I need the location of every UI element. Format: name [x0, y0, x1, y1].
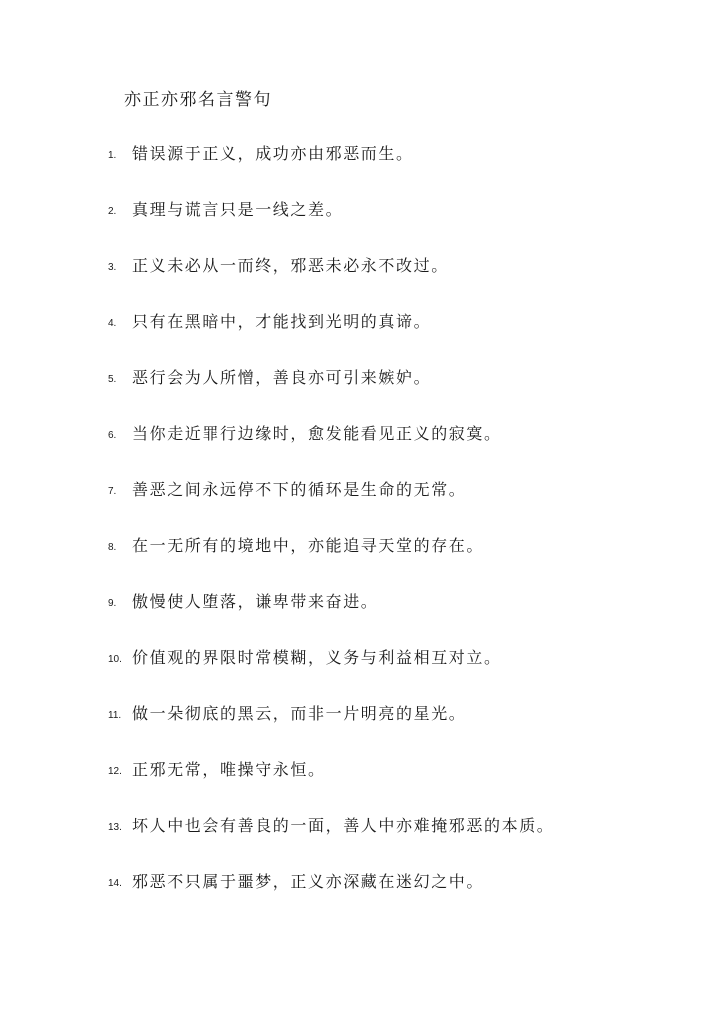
list-item-number: 6.: [108, 430, 117, 441]
list-item-number: 9.: [108, 598, 117, 609]
list-item: [0, 646, 720, 702]
list-item-number: 12.: [108, 766, 122, 777]
list-item-number: 4.: [108, 318, 117, 329]
list-item: [0, 422, 720, 478]
list-item-text: 恶行会为人所憎，善良亦可引来嫉妒。: [132, 368, 432, 387]
list-item: [0, 198, 720, 254]
list-item-text: 傲慢使人堕落，谦卑带来奋进。: [132, 592, 379, 611]
document-title: 亦正亦邪名言警句: [124, 90, 272, 110]
list-item-text: 善恶之间永远停不下的循环是生命的无常。: [132, 480, 467, 499]
list-item: [0, 478, 720, 534]
list-item: [0, 310, 720, 366]
list-item-text: 做一朵彻底的黑云，而非一片明亮的星光。: [132, 704, 467, 723]
list-item-text: 邪恶不只属于噩梦，正义亦深藏在迷幻之中。: [132, 872, 485, 891]
list-item-text: 价值观的界限时常模糊，义务与利益相互对立。: [132, 648, 502, 667]
list-item-text: 只有在黑暗中，才能找到光明的真谛。: [132, 312, 432, 331]
list-item: [0, 254, 720, 310]
list-item: [0, 814, 720, 870]
quote-list: [0, 142, 720, 926]
list-item-number: 8.: [108, 542, 117, 553]
list-item: [0, 702, 720, 758]
list-item-number: 7.: [108, 486, 117, 497]
list-item-number: 10.: [108, 654, 122, 665]
list-item: [0, 142, 720, 198]
list-item: [0, 534, 720, 590]
list-item: [0, 366, 720, 422]
list-item: [0, 590, 720, 646]
list-item-text: 正邪无常，唯操守永恒。: [132, 760, 326, 779]
list-item: [0, 870, 720, 926]
list-item: [0, 758, 720, 814]
list-item-number: 14.: [108, 878, 122, 889]
list-item-number: 5.: [108, 374, 117, 385]
list-item-number: 13.: [108, 822, 122, 833]
list-item-text: 正义未必从一而终，邪恶未必永不改过。: [132, 256, 449, 275]
list-item-text: 在一无所有的境地中，亦能追寻天堂的存在。: [132, 536, 485, 555]
list-item-text: 真理与谎言只是一线之差。: [132, 200, 344, 219]
list-item-number: 1.: [108, 150, 117, 161]
list-item-number: 3.: [108, 262, 117, 273]
list-item-number: 11.: [108, 710, 122, 721]
list-item-text: 坏人中也会有善良的一面，善人中亦难掩邪恶的本质。: [132, 816, 555, 835]
list-item-number: 2.: [108, 206, 117, 217]
list-item-text: 当你走近罪行边缘时，愈发能看见正义的寂寞。: [132, 424, 502, 443]
list-item-text: 错误源于正义，成功亦由邪恶而生。: [132, 144, 414, 163]
